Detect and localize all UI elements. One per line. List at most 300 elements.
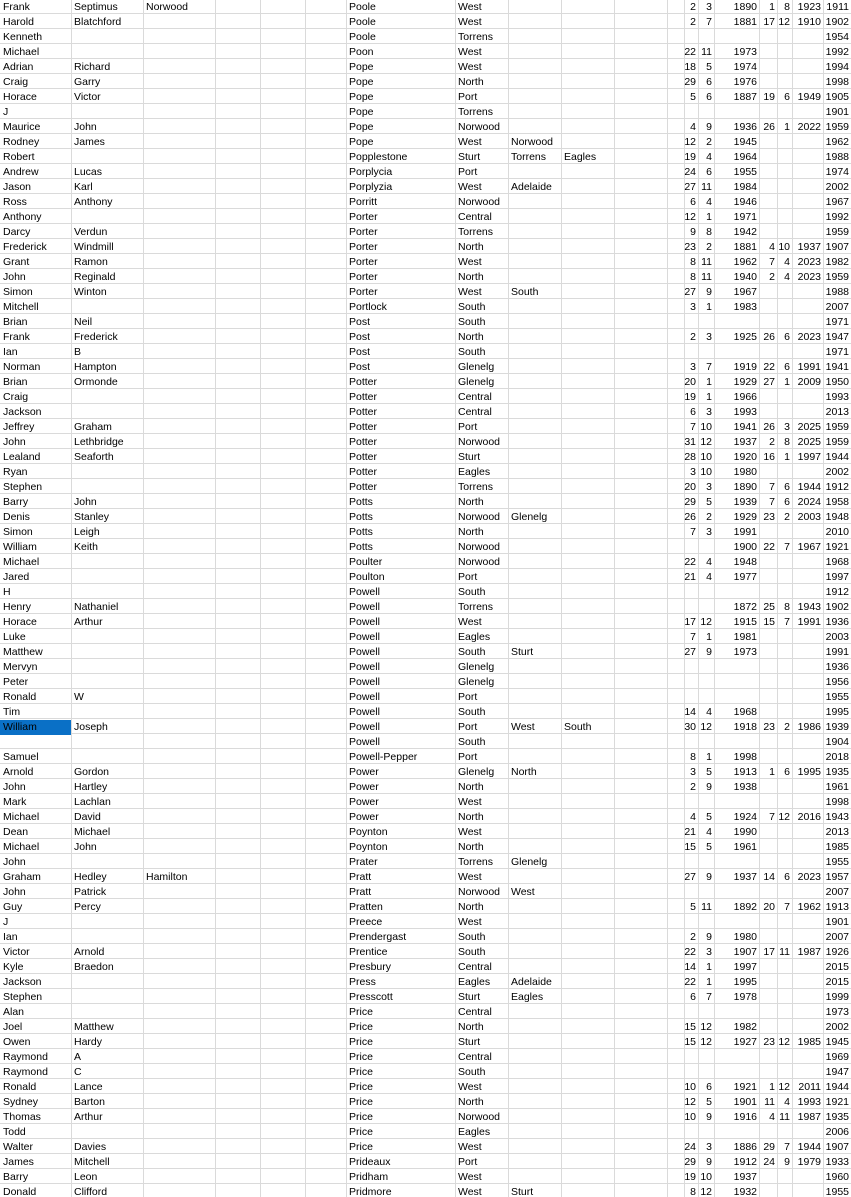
table-row[interactable] (0, 1020, 851, 1035)
given-name-cell[interactable]: Craig (3, 391, 29, 403)
birth-day-cell[interactable]: 27 (684, 646, 696, 658)
middle-name-cell[interactable]: Stanley (74, 511, 110, 523)
death-month-cell[interactable] (777, 150, 792, 165)
birth-day-cell[interactable]: 22 (684, 46, 696, 58)
death-day-cell[interactable]: 4 (769, 1111, 775, 1123)
club-cell[interactable]: Eagles (458, 466, 491, 478)
given-name-cell[interactable]: Peter (3, 676, 29, 688)
club2-cell[interactable] (508, 1065, 561, 1080)
birth-year-cell[interactable] (714, 1065, 759, 1080)
birth-month-cell[interactable]: 11 (701, 256, 712, 268)
birth-day-cell[interactable] (684, 690, 698, 705)
middle-name-cell[interactable] (71, 975, 143, 990)
birth-month-cell[interactable]: 2 (706, 136, 712, 148)
club2-cell[interactable] (508, 840, 561, 855)
birth-year-cell[interactable]: 1973 (733, 646, 757, 658)
given-name-cell[interactable]: Adrian (3, 61, 34, 73)
birth-year-cell[interactable]: 1982 (733, 1021, 757, 1033)
debut-year-cell[interactable]: 1944 (825, 1081, 849, 1093)
death-month-cell[interactable] (777, 300, 792, 315)
third-name-cell[interactable] (143, 480, 215, 495)
club2-cell[interactable] (508, 540, 561, 555)
club3-cell[interactable] (561, 225, 614, 240)
club3-cell[interactable] (561, 1170, 614, 1185)
third-name-cell[interactable] (143, 825, 215, 840)
birth-month-cell[interactable]: 11 (701, 46, 712, 58)
death-year-cell[interactable] (792, 570, 823, 585)
debut-year-cell[interactable]: 1988 (825, 286, 849, 298)
club3-cell[interactable] (561, 600, 614, 615)
birth-day-cell[interactable]: 5 (690, 91, 696, 103)
birth-year-cell[interactable] (714, 690, 759, 705)
debut-year-cell[interactable]: 1993 (825, 391, 849, 403)
birth-month-cell[interactable]: 10 (700, 1171, 712, 1183)
birth-day-cell[interactable]: 20 (684, 481, 696, 493)
third-name-cell[interactable] (143, 1110, 215, 1125)
middle-name-cell[interactable] (71, 645, 143, 660)
debut-year-cell[interactable]: 1969 (825, 1051, 849, 1063)
club-cell[interactable]: South (458, 931, 486, 943)
birth-month-cell[interactable]: 12 (700, 1186, 712, 1197)
middle-name-cell[interactable] (71, 735, 143, 750)
birth-month-cell[interactable] (698, 30, 714, 45)
death-day-cell[interactable]: 19 (763, 91, 775, 103)
death-month-cell[interactable]: 1 (784, 121, 790, 133)
death-month-cell[interactable]: 12 (778, 1036, 790, 1048)
debut-year-cell[interactable]: 2007 (825, 301, 849, 313)
third-name-cell[interactable] (143, 780, 215, 795)
debut-year-cell[interactable]: 1902 (825, 16, 849, 28)
death-year-cell[interactable] (792, 390, 823, 405)
debut-year-cell[interactable]: 1960 (825, 1171, 849, 1183)
club3-cell[interactable] (561, 1185, 614, 1197)
middle-name-cell[interactable] (71, 705, 143, 720)
table-row[interactable] (0, 1155, 851, 1170)
death-day-cell[interactable] (759, 75, 777, 90)
death-day-cell[interactable] (759, 630, 777, 645)
club2-cell[interactable] (508, 330, 561, 345)
birth-day-cell[interactable]: 3 (690, 301, 696, 313)
table-row[interactable] (0, 135, 851, 150)
debut-year-cell[interactable]: 1992 (825, 46, 849, 58)
birth-month-cell[interactable]: 12 (700, 1021, 712, 1033)
birth-year-cell[interactable]: 1925 (733, 331, 757, 343)
third-name-cell[interactable] (143, 1005, 215, 1020)
table-row[interactable] (0, 420, 851, 435)
death-year-cell[interactable] (792, 465, 823, 480)
club3-cell[interactable] (561, 780, 614, 795)
middle-name-cell[interactable]: B (74, 346, 82, 358)
middle-name-cell[interactable]: John (74, 496, 97, 508)
death-day-cell[interactable] (759, 915, 777, 930)
club3-cell[interactable] (561, 630, 614, 645)
given-name-cell[interactable]: Maurice (3, 121, 41, 133)
club-cell[interactable]: North (458, 1096, 484, 1108)
debut-year-cell[interactable]: 1912 (825, 586, 849, 598)
birth-month-cell[interactable]: 9 (706, 871, 712, 883)
club-cell[interactable]: Eagles (458, 976, 491, 988)
club3-cell[interactable]: South (564, 721, 592, 733)
death-month-cell[interactable]: 2 (784, 511, 790, 523)
surname-cell[interactable]: Poynton (349, 826, 388, 838)
birth-month-cell[interactable] (698, 105, 714, 120)
birth-day-cell[interactable]: 30 (684, 721, 696, 733)
given-name-cell[interactable]: Ronald (3, 691, 37, 703)
death-day-cell[interactable] (759, 105, 777, 120)
surname-cell[interactable]: Poole (349, 31, 376, 43)
club2-cell[interactable] (508, 270, 561, 285)
death-day-cell[interactable]: 29 (763, 1141, 775, 1153)
club-cell[interactable]: North (458, 526, 484, 538)
club2-cell[interactable]: Glenelg (511, 511, 548, 523)
third-name-cell[interactable] (143, 255, 215, 270)
birth-day-cell[interactable]: 24 (684, 1141, 696, 1153)
middle-name-cell[interactable]: Septimus (74, 1, 118, 13)
surname-cell[interactable]: Price (349, 1126, 373, 1138)
third-name-cell[interactable] (143, 435, 215, 450)
club-cell[interactable]: Central (458, 391, 492, 403)
death-month-cell[interactable] (777, 825, 792, 840)
club-cell[interactable]: South (458, 586, 486, 598)
debut-year-cell[interactable]: 1944 (825, 451, 849, 463)
birth-day-cell[interactable]: 12 (684, 211, 696, 223)
birth-day-cell[interactable]: 14 (684, 706, 696, 718)
given-name-cell[interactable]: H (3, 586, 11, 598)
middle-name-cell[interactable] (71, 45, 143, 60)
club3-cell[interactable] (561, 930, 614, 945)
table-row[interactable] (0, 930, 851, 945)
death-month-cell[interactable]: 1 (784, 376, 790, 388)
middle-name-cell[interactable] (71, 930, 143, 945)
middle-name-cell[interactable]: Barton (74, 1096, 105, 1108)
birth-year-cell[interactable]: 1890 (733, 1, 757, 13)
birth-month-cell[interactable]: 3 (706, 481, 712, 493)
club3-cell[interactable] (561, 345, 614, 360)
death-day-cell[interactable]: 17 (763, 16, 775, 28)
given-name-cell[interactable]: Stephen (3, 991, 43, 1003)
death-month-cell[interactable] (777, 60, 792, 75)
table-row[interactable] (0, 60, 851, 75)
death-month-cell[interactable] (777, 840, 792, 855)
birth-day-cell[interactable] (684, 1050, 698, 1065)
birth-day-cell[interactable] (684, 855, 698, 870)
surname-cell[interactable]: Price (349, 1081, 373, 1093)
given-name-cell[interactable]: J (3, 106, 9, 118)
given-name-cell[interactable]: Ian (3, 931, 18, 943)
death-month-cell[interactable] (777, 210, 792, 225)
death-month-cell[interactable] (777, 195, 792, 210)
club3-cell[interactable] (561, 105, 614, 120)
death-year-cell[interactable] (792, 990, 823, 1005)
death-month-cell[interactable] (777, 930, 792, 945)
death-month-cell[interactable]: 6 (784, 496, 790, 508)
club3-cell[interactable] (561, 1155, 614, 1170)
given-name-cell[interactable]: Luke (3, 631, 26, 643)
club-cell[interactable]: North (458, 1021, 484, 1033)
death-year-cell[interactable]: 1985 (797, 1036, 821, 1048)
death-day-cell[interactable]: 23 (763, 1036, 775, 1048)
third-name-cell[interactable] (143, 195, 215, 210)
club2-cell[interactable] (508, 45, 561, 60)
club2-cell[interactable] (508, 210, 561, 225)
death-day-cell[interactable] (759, 1065, 777, 1080)
birth-month-cell[interactable] (698, 855, 714, 870)
given-name-cell[interactable]: Barry (3, 1171, 29, 1183)
death-month-cell[interactable]: 7 (784, 901, 790, 913)
given-name-cell[interactable]: John (3, 856, 26, 868)
third-name-cell[interactable] (143, 60, 215, 75)
club2-cell[interactable] (508, 945, 561, 960)
surname-cell[interactable]: Price (349, 1111, 373, 1123)
club2-cell[interactable] (508, 405, 561, 420)
table-row[interactable] (0, 180, 851, 195)
third-name-cell[interactable] (143, 375, 215, 390)
table-row[interactable] (0, 465, 851, 480)
death-year-cell[interactable]: 1937 (797, 241, 821, 253)
table-row[interactable] (0, 1005, 851, 1020)
birth-day-cell[interactable]: 29 (684, 496, 696, 508)
birth-day-cell[interactable]: 15 (684, 841, 696, 853)
table-row[interactable] (0, 150, 851, 165)
club-cell[interactable]: Sturt (458, 991, 481, 1003)
birth-day-cell[interactable]: 7 (690, 526, 696, 538)
birth-day-cell[interactable]: 2 (690, 931, 696, 943)
table-row[interactable] (0, 660, 851, 675)
third-name-cell[interactable] (143, 1125, 215, 1140)
birth-day-cell[interactable] (684, 315, 698, 330)
club2-cell[interactable]: West (511, 721, 535, 733)
birth-year-cell[interactable]: 1929 (733, 376, 757, 388)
middle-name-cell[interactable] (71, 390, 143, 405)
birth-day-cell[interactable]: 18 (684, 61, 696, 73)
death-year-cell[interactable] (792, 1005, 823, 1020)
third-name-cell[interactable] (143, 975, 215, 990)
surname-cell[interactable]: Pratt (349, 886, 372, 898)
third-name-cell[interactable] (143, 945, 215, 960)
given-name-cell[interactable]: Stephen (3, 481, 43, 493)
debut-year-cell[interactable]: 2006 (825, 1126, 849, 1138)
birth-year-cell[interactable] (714, 105, 759, 120)
club-cell[interactable]: Central (458, 961, 492, 973)
debut-year-cell[interactable]: 2010 (825, 526, 849, 538)
birth-month-cell[interactable]: 4 (706, 826, 712, 838)
birth-day-cell[interactable]: 20 (684, 376, 696, 388)
middle-name-cell[interactable]: Matthew (74, 1021, 114, 1033)
debut-year-cell[interactable]: 1973 (825, 1006, 849, 1018)
third-name-cell[interactable] (143, 150, 215, 165)
club3-cell[interactable] (561, 1140, 614, 1155)
death-year-cell[interactable]: 1962 (797, 901, 821, 913)
surname-cell[interactable]: Potter (349, 391, 378, 403)
death-day-cell[interactable] (759, 855, 777, 870)
death-year-cell[interactable] (792, 840, 823, 855)
death-month-cell[interactable] (777, 1020, 792, 1035)
given-name-cell[interactable]: Raymond (3, 1066, 48, 1078)
club2-cell[interactable] (508, 705, 561, 720)
birth-year-cell[interactable]: 1991 (733, 526, 757, 538)
club3-cell[interactable] (561, 945, 614, 960)
debut-year-cell[interactable]: 1992 (825, 211, 849, 223)
third-name-cell[interactable] (143, 645, 215, 660)
debut-year-cell[interactable]: 1911 (826, 1, 849, 13)
birth-month-cell[interactable] (698, 675, 714, 690)
third-name-cell[interactable] (143, 810, 215, 825)
club-cell[interactable]: Torrens (458, 31, 494, 43)
club2-cell[interactable] (508, 300, 561, 315)
club2-cell[interactable] (508, 630, 561, 645)
table-row[interactable] (0, 345, 851, 360)
table-row[interactable] (0, 270, 851, 285)
death-month-cell[interactable]: 11 (779, 946, 790, 958)
birth-day-cell[interactable]: 8 (690, 1186, 696, 1197)
given-name-cell[interactable]: Walter (3, 1141, 33, 1153)
death-year-cell[interactable]: 1997 (797, 451, 821, 463)
club-cell[interactable]: Central (458, 406, 492, 418)
club-cell[interactable]: Torrens (458, 106, 494, 118)
club2-cell[interactable] (508, 900, 561, 915)
club-cell[interactable]: South (458, 301, 486, 313)
birth-year-cell[interactable] (714, 660, 759, 675)
birth-month-cell[interactable]: 8 (706, 226, 712, 238)
death-month-cell[interactable] (777, 135, 792, 150)
table-row[interactable] (0, 555, 851, 570)
birth-month-cell[interactable]: 11 (701, 271, 712, 283)
birth-month-cell[interactable]: 4 (706, 196, 712, 208)
death-month-cell[interactable] (777, 315, 792, 330)
club3-cell[interactable] (561, 135, 614, 150)
surname-cell[interactable]: Preece (349, 916, 383, 928)
middle-name-cell[interactable] (71, 570, 143, 585)
table-row[interactable] (0, 960, 851, 975)
middle-name-cell[interactable]: Karl (74, 181, 93, 193)
birth-year-cell[interactable]: 1983 (733, 301, 757, 313)
club2-cell[interactable] (508, 390, 561, 405)
club2-cell[interactable] (508, 1170, 561, 1185)
birth-day-cell[interactable] (684, 660, 698, 675)
middle-name-cell[interactable]: Percy (74, 901, 101, 913)
birth-day-cell[interactable]: 22 (684, 946, 696, 958)
surname-cell[interactable]: Porter (349, 211, 378, 223)
club3-cell[interactable] (561, 180, 614, 195)
given-name-cell[interactable]: Ross (3, 196, 27, 208)
death-month-cell[interactable]: 6 (784, 91, 790, 103)
debut-year-cell[interactable]: 1971 (825, 316, 849, 328)
death-day-cell[interactable] (759, 840, 777, 855)
third-name-cell[interactable] (143, 165, 215, 180)
club-cell[interactable]: West (458, 1141, 482, 1153)
club3-cell[interactable] (561, 900, 614, 915)
birth-month-cell[interactable] (698, 795, 714, 810)
death-year-cell[interactable]: 1949 (797, 91, 821, 103)
birth-day-cell[interactable]: 17 (684, 616, 696, 628)
surname-cell[interactable]: Price (349, 1036, 373, 1048)
birth-month-cell[interactable]: 2 (706, 511, 712, 523)
birth-month-cell[interactable]: 4 (706, 151, 712, 163)
death-day-cell[interactable] (759, 990, 777, 1005)
middle-name-cell[interactable]: Leon (74, 1171, 98, 1183)
death-month-cell[interactable]: 6 (784, 766, 790, 778)
given-name-cell[interactable]: Simon (3, 286, 33, 298)
death-day-cell[interactable] (759, 30, 777, 45)
club2-cell[interactable]: Glenelg (511, 856, 548, 868)
death-month-cell[interactable]: 7 (784, 616, 790, 628)
club-cell[interactable]: Port (458, 91, 478, 103)
third-name-cell[interactable] (143, 630, 215, 645)
birth-month-cell[interactable]: 9 (706, 286, 712, 298)
club2-cell[interactable] (508, 120, 561, 135)
birth-month-cell[interactable]: 3 (706, 331, 712, 343)
third-name-cell[interactable] (143, 300, 215, 315)
middle-name-cell[interactable] (71, 990, 143, 1005)
third-name-cell[interactable] (143, 1020, 215, 1035)
club3-cell[interactable] (561, 765, 614, 780)
club3-cell[interactable] (561, 615, 614, 630)
club-cell[interactable]: Glenelg (458, 361, 495, 373)
club-cell[interactable]: North (458, 241, 484, 253)
given-name-cell[interactable]: Donald (3, 1186, 37, 1197)
death-year-cell[interactable] (792, 105, 823, 120)
surname-cell[interactable]: Potter (349, 406, 378, 418)
birth-year-cell[interactable]: 1945 (733, 136, 757, 148)
middle-name-cell[interactable] (71, 150, 143, 165)
third-name-cell[interactable] (143, 345, 215, 360)
debut-year-cell[interactable]: 2007 (825, 931, 849, 943)
death-month-cell[interactable]: 12 (778, 1081, 790, 1093)
birth-year-cell[interactable]: 1920 (733, 451, 757, 463)
third-name-cell[interactable] (143, 360, 215, 375)
debut-year-cell[interactable]: 1991 (825, 646, 849, 658)
club-cell[interactable]: Port (458, 751, 478, 763)
given-name-cell[interactable]: Matthew (3, 646, 43, 658)
club2-cell[interactable]: Norwood (511, 136, 554, 148)
given-name-cell[interactable]: Jackson (3, 406, 42, 418)
given-name-cell[interactable]: Mitchell (3, 301, 39, 313)
death-day-cell[interactable] (759, 885, 777, 900)
club3-cell[interactable] (561, 555, 614, 570)
surname-cell[interactable]: Pope (349, 106, 374, 118)
club2-cell[interactable] (508, 660, 561, 675)
death-day-cell[interactable] (759, 165, 777, 180)
middle-name-cell[interactable]: Neil (74, 316, 93, 328)
third-name-cell[interactable] (143, 990, 215, 1005)
table-row[interactable] (0, 600, 851, 615)
club3-cell[interactable] (561, 1080, 614, 1095)
club3-cell[interactable] (561, 990, 614, 1005)
third-name-cell[interactable] (143, 420, 215, 435)
death-month-cell[interactable] (777, 660, 792, 675)
birth-day-cell[interactable]: 15 (684, 1021, 696, 1033)
table-row[interactable] (0, 435, 851, 450)
surname-cell[interactable]: Powell (349, 736, 380, 748)
club3-cell[interactable] (561, 480, 614, 495)
club2-cell[interactable] (508, 375, 561, 390)
third-name-cell[interactable] (143, 330, 215, 345)
death-day-cell[interactable] (759, 345, 777, 360)
debut-year-cell[interactable]: 1962 (825, 136, 849, 148)
debut-year-cell[interactable]: 1982 (825, 256, 849, 268)
birth-month-cell[interactable] (698, 1065, 714, 1080)
birth-year-cell[interactable]: 1997 (733, 961, 757, 973)
birth-month-cell[interactable] (698, 1005, 714, 1020)
club-cell[interactable]: West (458, 1, 482, 13)
club-cell[interactable]: West (458, 136, 482, 148)
birth-year-cell[interactable]: 1993 (733, 406, 757, 418)
birth-month-cell[interactable]: 4 (706, 706, 712, 718)
birth-year-cell[interactable] (714, 795, 759, 810)
third-name-cell[interactable] (143, 390, 215, 405)
table-row[interactable] (0, 885, 851, 900)
surname-cell[interactable]: Potts (349, 511, 373, 523)
